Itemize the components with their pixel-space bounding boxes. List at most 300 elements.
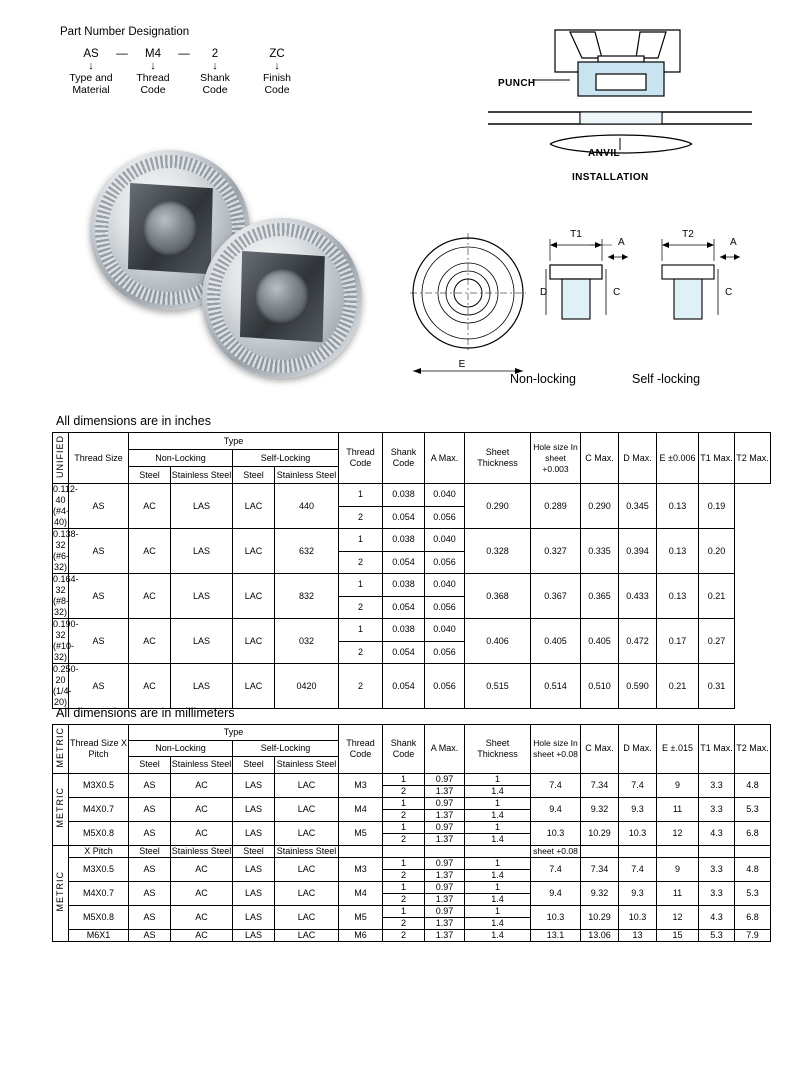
cell-las: LAS: [171, 664, 233, 709]
cell-thread-size: 0.250-20 (1/4-20): [53, 664, 79, 707]
cell-shank-code: 2: [383, 929, 425, 941]
cell-a: 0.054: [383, 641, 425, 664]
cell-a: 1.37: [425, 809, 465, 821]
th-steel-nl: Steel: [129, 757, 171, 773]
cell-lac: LAC: [275, 857, 339, 881]
cell-d: 0.335: [581, 529, 619, 574]
svg-text:C: C: [613, 287, 621, 298]
th-steel-sl-2: Steel: [233, 845, 275, 857]
arrow-spacer-2: [176, 61, 192, 71]
cell-lac: LAC: [275, 929, 339, 941]
th-t1-max: T1 Max.: [699, 433, 735, 484]
th-hole-size: Hole size In sheet +0.08: [531, 725, 581, 774]
punch-label: PUNCH: [498, 78, 536, 89]
cell-d: 13: [619, 929, 657, 941]
cell-shank-code: 2: [383, 809, 425, 821]
cell-shank-code: 2: [383, 833, 425, 845]
cell-thread-code: 0420: [275, 664, 339, 709]
cell-lac: LAC: [233, 619, 275, 664]
cell-t1: 0.13: [657, 529, 699, 574]
cell-t1: 4.3: [699, 821, 735, 845]
cell-hole: 9.4: [531, 797, 581, 821]
cell-sheet: 1: [465, 773, 531, 785]
section-drawing: [400, 215, 780, 400]
cell-hole: 10.3: [531, 821, 581, 845]
cell-d: 7.4: [619, 857, 657, 881]
cell-las: LAS: [171, 619, 233, 664]
th-a-max: A Max.: [425, 725, 465, 774]
metric-label-2: METRIC: [55, 787, 65, 828]
cell-lac: LAC: [233, 529, 275, 574]
cell-shank-code: 2: [383, 785, 425, 797]
cell-sheet: 1: [465, 905, 531, 917]
cell-ac: AC: [171, 905, 233, 929]
code-type: AS: [83, 48, 99, 60]
cell-lac: LAC: [233, 484, 275, 529]
cell-a: 0.054: [383, 664, 425, 709]
cell-a: 1.37: [425, 785, 465, 797]
cell-ac: AC: [171, 881, 233, 905]
cell-as: AS: [129, 797, 171, 821]
spacer-c: [581, 845, 619, 857]
cell-shank-code: 2: [383, 917, 425, 929]
cell-shank-code: 2: [383, 869, 425, 881]
svg-text:E: E: [458, 359, 466, 370]
cell-thread-code: 440: [275, 484, 339, 529]
cell-ac: AC: [171, 929, 233, 941]
cell-thread-code: 032: [275, 619, 339, 664]
cell-d: 0.405: [581, 619, 619, 664]
installation-diagram: [470, 20, 770, 200]
arrow-down-icon-2: ↓: [150, 60, 156, 72]
cell-ac: AC: [171, 821, 233, 845]
cell-las: LAS: [233, 773, 275, 797]
cell-thread-code: 632: [275, 529, 339, 574]
cell-a: 0.054: [383, 551, 425, 574]
inch-dimensions-table: [52, 432, 771, 709]
cell-sheet: 0.040: [425, 484, 465, 507]
cell-thread-size: M3X0.5: [69, 857, 129, 881]
cell-hole: 13.1: [531, 929, 581, 941]
cell-shank-code: 1: [383, 857, 425, 869]
th-steel-nl-2: Steel: [129, 845, 171, 857]
cell-shank-code: 2: [339, 596, 383, 619]
cell-e: 11: [657, 797, 699, 821]
table-header-row-1: [53, 433, 771, 450]
cell-c: 0.327: [531, 529, 581, 574]
part-number-codes: [60, 48, 320, 60]
table-row: [53, 929, 771, 941]
cell-a: 0.038: [383, 484, 425, 507]
part-number-labels: [60, 72, 320, 96]
cell-thread-size: 0.138-32 (#6-32): [53, 529, 79, 572]
cell-t1: 0.21: [657, 664, 699, 709]
th-shank-code: Shank Code: [383, 433, 425, 484]
table-row: [53, 797, 771, 809]
product-photo: [70, 140, 360, 385]
cell-d: 7.4: [619, 773, 657, 797]
cell-sheet: 0.056: [425, 506, 465, 529]
part-number-designation: [60, 26, 320, 96]
cell-t2: 5.3: [735, 881, 771, 905]
cell-t2: 6.8: [735, 905, 771, 929]
cell-d: 0.365: [581, 574, 619, 619]
cell-thread-size: M4X0.7: [69, 881, 129, 905]
cell-thread-size: 0.112-40 (#4-40): [53, 484, 78, 527]
nut-thread-hole: [143, 201, 197, 255]
cell-a: 1.37: [425, 869, 465, 881]
th-stainless-sl: Stainless Steel: [275, 757, 339, 773]
cell-as: AS: [129, 821, 171, 845]
th-non-locking: Non-Locking: [129, 741, 233, 757]
cell-thread-code: M5: [339, 821, 383, 845]
spacer-shank-code: [383, 845, 425, 857]
cell-a: 0.97: [425, 881, 465, 893]
cell-t2: 0.27: [699, 619, 735, 664]
cell-sheet: 1.4: [465, 893, 531, 905]
cell-as: AS: [69, 484, 129, 529]
cell-lac: LAC: [275, 881, 339, 905]
th-thread-code: Thread Code: [339, 433, 383, 484]
cell-t1: 0.13: [657, 574, 699, 619]
cell-a: 0.97: [425, 905, 465, 917]
th-stainless-nl: Stainless Steel: [171, 467, 233, 484]
cell-t1: 3.3: [699, 857, 735, 881]
table-row: [53, 619, 771, 642]
cell-sheet: 1.4: [465, 809, 531, 821]
th-hole-size: Hole size In sheet +0.003: [531, 433, 581, 484]
th-self-locking: Self-Locking: [233, 450, 339, 467]
cell-e: 0.394: [619, 529, 657, 574]
spacer-thread-code: [339, 845, 383, 857]
cell-sheet: 1: [465, 881, 531, 893]
cell-shank-code: 1: [383, 881, 425, 893]
table-row: [53, 905, 771, 917]
arrow-down-icon-1: ↓: [88, 60, 94, 72]
cell-thread-code: M3: [339, 773, 383, 797]
cell-ac: AC: [171, 773, 233, 797]
cell-sheet: 0.040: [425, 574, 465, 597]
unit-label-cell: [53, 725, 69, 774]
cell-d: 0.510: [581, 664, 619, 709]
th-c-max: C Max.: [581, 433, 619, 484]
table-row: [53, 529, 771, 552]
arrow-down-icon-4: ↓: [274, 60, 280, 72]
cell-hole: 7.4: [531, 773, 581, 797]
cell-c: 13.06: [581, 929, 619, 941]
cell-sheet: 0.056: [425, 664, 465, 709]
spacer-t2: [735, 845, 771, 857]
metric-label-3: METRIC: [55, 871, 65, 912]
cell-a: 0.038: [383, 574, 425, 597]
cell-a: 0.054: [383, 506, 425, 529]
cell-t1: 0.13: [657, 484, 699, 529]
label-spacer-1: [114, 72, 130, 96]
th-t1-max: T1 Max.: [699, 725, 735, 774]
th-thread-size: Thread Size: [69, 433, 129, 484]
cell-t1: 3.3: [699, 797, 735, 821]
cell-a: 0.038: [383, 529, 425, 552]
cell-thread-size: 0.190-32 (#10-32): [53, 619, 79, 662]
th-stainless-sl-2: Stainless Steel: [275, 845, 339, 857]
cell-t1: 4.3: [699, 905, 735, 929]
cell-lac: LAC: [275, 821, 339, 845]
part-number-title: Part Number Designation: [60, 26, 190, 38]
cell-hole: 0.515: [465, 664, 531, 709]
cell-c: 7.34: [581, 773, 619, 797]
dash-2: —: [178, 48, 190, 60]
cell-las: LAS: [233, 857, 275, 881]
cell-t2: 7.9: [735, 929, 771, 941]
cell-c: 0.367: [531, 574, 581, 619]
cell-a: 0.97: [425, 797, 465, 809]
unit-label-cell: [53, 433, 69, 484]
cell-t1: 0.17: [657, 619, 699, 664]
svg-text:C: C: [725, 287, 733, 298]
cell-c: 9.32: [581, 797, 619, 821]
code-thread: M4: [145, 48, 161, 60]
cell-c: 10.29: [581, 821, 619, 845]
cell-thread-size: M4X0.7: [69, 797, 129, 821]
cell-shank-code: 2: [383, 893, 425, 905]
table-subheader-row: [53, 845, 771, 857]
svg-text:A: A: [730, 237, 737, 248]
th-steel-sl: Steel: [233, 757, 275, 773]
th-non-locking: Non-Locking: [129, 450, 233, 467]
cell-thread-code: M4: [339, 881, 383, 905]
svg-text:T2: T2: [682, 229, 694, 240]
svg-text:T1: T1: [570, 229, 582, 240]
cell-shank-code: 1: [383, 773, 425, 785]
cell-e: 12: [657, 821, 699, 845]
th-thread-code: Thread Code: [339, 725, 383, 774]
th-d-max: D Max.: [619, 433, 657, 484]
table-row: [53, 821, 771, 833]
mm-table-wrap: [52, 724, 769, 942]
cell-e: 9: [657, 857, 699, 881]
cell-as: AS: [129, 929, 171, 941]
installation-caption: INSTALLATION: [572, 172, 649, 183]
cell-las: LAS: [233, 929, 275, 941]
cell-sheet: 0.056: [425, 641, 465, 664]
th-d-max: D Max.: [619, 725, 657, 774]
cell-t2: 6.8: [735, 821, 771, 845]
dash-1: —: [116, 48, 128, 60]
th-steel-sl: Steel: [233, 467, 275, 484]
cell-thread-code: M6: [339, 929, 383, 941]
nut-thread-hole: [255, 269, 309, 323]
cell-ac: AC: [129, 484, 171, 529]
th-self-locking: Self-Locking: [233, 741, 339, 757]
inch-table-heading: All dimensions are in inches: [56, 414, 211, 428]
dimension-drawings: [400, 215, 780, 400]
cell-shank-code: 1: [339, 529, 383, 552]
cell-as: AS: [69, 664, 129, 709]
cell-sheet: 1.4: [465, 833, 531, 845]
cell-las: LAS: [233, 905, 275, 929]
cell-a: 0.054: [383, 596, 425, 619]
cell-ac: AC: [129, 574, 171, 619]
cell-t2: 0.31: [699, 664, 735, 709]
cell-las: LAS: [171, 529, 233, 574]
cell-t2: 0.19: [699, 484, 735, 529]
arrow-down-icon-3: ↓: [212, 60, 218, 72]
cell-hole: 9.4: [531, 881, 581, 905]
cell-e: 9: [657, 773, 699, 797]
cell-d: 0.290: [581, 484, 619, 529]
table-row: [53, 881, 771, 893]
table-row: [53, 857, 771, 869]
cell-sheet: 0.040: [425, 529, 465, 552]
label-spacer-3: [238, 72, 254, 96]
cell-las: LAS: [233, 881, 275, 905]
cell-lac: LAC: [275, 773, 339, 797]
cell-e: 0.345: [619, 484, 657, 529]
cell-sheet: 1.4: [465, 785, 531, 797]
cell-sheet: 0.056: [425, 551, 465, 574]
cell-c: 10.29: [581, 905, 619, 929]
cell-t2: 4.8: [735, 857, 771, 881]
cell-t1: 5.3: [699, 929, 735, 941]
inch-table-wrap: [52, 432, 769, 709]
cell-a: 0.97: [425, 857, 465, 869]
cell-a: 1.37: [425, 917, 465, 929]
th-hole-size-2: sheet +0.08: [531, 845, 581, 857]
table-row: [53, 664, 771, 709]
self-clinching-nut-image-2: [202, 218, 362, 378]
cell-shank-code: 2: [339, 641, 383, 664]
th-type: Type: [129, 725, 339, 741]
cell-shank-code: 1: [383, 905, 425, 917]
cell-ac: AC: [171, 797, 233, 821]
cell-sheet: 1.4: [465, 869, 531, 881]
cell-thread-code: M4: [339, 797, 383, 821]
cell-ac: AC: [129, 664, 171, 709]
cell-shank-code: 2: [339, 506, 383, 529]
cell-shank-code: 1: [339, 574, 383, 597]
th-stainless-sl: Stainless Steel: [275, 467, 339, 484]
cell-shank-code: 1: [383, 821, 425, 833]
cell-lac: LAC: [233, 664, 275, 709]
label-spacer-2: [176, 72, 192, 96]
cell-shank-code: 2: [339, 551, 383, 574]
cell-d: 9.3: [619, 797, 657, 821]
cell-sheet: 1.4: [465, 917, 531, 929]
metric-label: METRIC: [55, 727, 65, 768]
cell-d: 10.3: [619, 821, 657, 845]
cell-thread-code: M3: [339, 857, 383, 881]
cell-lac: LAC: [233, 574, 275, 619]
cell-sheet: 1: [465, 797, 531, 809]
cell-sheet: 1.4: [465, 929, 531, 941]
cell-t1: 3.3: [699, 773, 735, 797]
cell-las: LAS: [233, 797, 275, 821]
cell-sheet: 0.056: [425, 596, 465, 619]
spacer-sheet: [465, 845, 531, 857]
cell-e: 12: [657, 905, 699, 929]
cell-las: LAS: [171, 574, 233, 619]
table-row: [53, 773, 771, 785]
cell-a: 0.97: [425, 773, 465, 785]
cell-thread-size: 0.164-32 (#8-32): [53, 574, 79, 617]
cell-ac: AC: [171, 857, 233, 881]
cell-e: 0.590: [619, 664, 657, 709]
cell-ac: AC: [129, 619, 171, 664]
th-type: Type: [129, 433, 339, 450]
spacer-e: [657, 845, 699, 857]
svg-text:A: A: [618, 237, 625, 248]
cell-a: 1.37: [425, 833, 465, 845]
cell-lac: LAC: [275, 905, 339, 929]
th-t2-max: T2 Max.: [735, 725, 771, 774]
th-e: E ±.015: [657, 725, 699, 774]
cell-d: 10.3: [619, 905, 657, 929]
th-sheet-thickness: Sheet Thickness: [465, 725, 531, 774]
cell-shank-code: 2: [339, 664, 383, 709]
cell-t2: 0.20: [699, 529, 735, 574]
cell-e: 0.472: [619, 619, 657, 664]
cell-thread-size: M5X0.8: [69, 905, 129, 929]
cell-thread-code: M5: [339, 905, 383, 929]
unified-label: UNIFIED: [55, 435, 65, 478]
code-finish: ZC: [269, 48, 285, 60]
th-c-max: C Max.: [581, 725, 619, 774]
cell-as: AS: [129, 857, 171, 881]
th-stainless-nl-2: Stainless Steel: [171, 845, 232, 856]
label-type-material: Type and Material: [69, 72, 113, 96]
cell-ac: AC: [129, 529, 171, 574]
mm-table-heading: All dimensions are in millimeters: [56, 706, 235, 720]
cell-thread-size: M3X0.5: [69, 773, 129, 797]
cell-a: 1.37: [425, 893, 465, 905]
arrow-spacer-3: [238, 61, 254, 71]
label-shank-code: Shank Code: [200, 72, 230, 96]
label-thread-code: Thread Code: [136, 72, 170, 96]
cell-shank-code: 1: [339, 484, 383, 507]
cell-hole: 0.406: [465, 619, 531, 664]
cell-as: AS: [129, 905, 171, 929]
cell-sheet: 1: [465, 821, 531, 833]
label-finish-code: Finish Code: [262, 72, 291, 96]
th-steel-nl: Steel: [129, 467, 171, 484]
cell-thread-code: 832: [275, 574, 339, 619]
th-t2-max: T2 Max.: [735, 433, 771, 484]
cell-shank-code: 1: [339, 619, 383, 642]
cell-t1: 3.3: [699, 881, 735, 905]
cell-as: AS: [69, 529, 129, 574]
cell-a: 0.97: [425, 821, 465, 833]
spacer-t1: [699, 845, 735, 857]
cell-as: AS: [129, 773, 171, 797]
cell-shank-code: 1: [383, 797, 425, 809]
table-row: [53, 574, 771, 597]
cell-t2: 0.21: [699, 574, 735, 619]
cell-sheet: 1: [465, 857, 531, 869]
cell-as: AS: [129, 881, 171, 905]
cell-e: 15: [657, 929, 699, 941]
cell-c: 7.34: [581, 857, 619, 881]
cell-lac: LAC: [275, 797, 339, 821]
table-row: [53, 484, 771, 507]
cell-sheet: 0.040: [425, 619, 465, 642]
cell-c: 0.289: [531, 484, 581, 529]
part-number-arrows: [60, 61, 320, 71]
th-e: E ±0.006: [657, 433, 699, 484]
anvil-label: ANVIL: [588, 148, 620, 159]
cell-c: 0.514: [531, 664, 581, 709]
code-shank: 2: [211, 48, 219, 60]
th-sheet-thickness: Sheet Thickness: [465, 433, 531, 484]
